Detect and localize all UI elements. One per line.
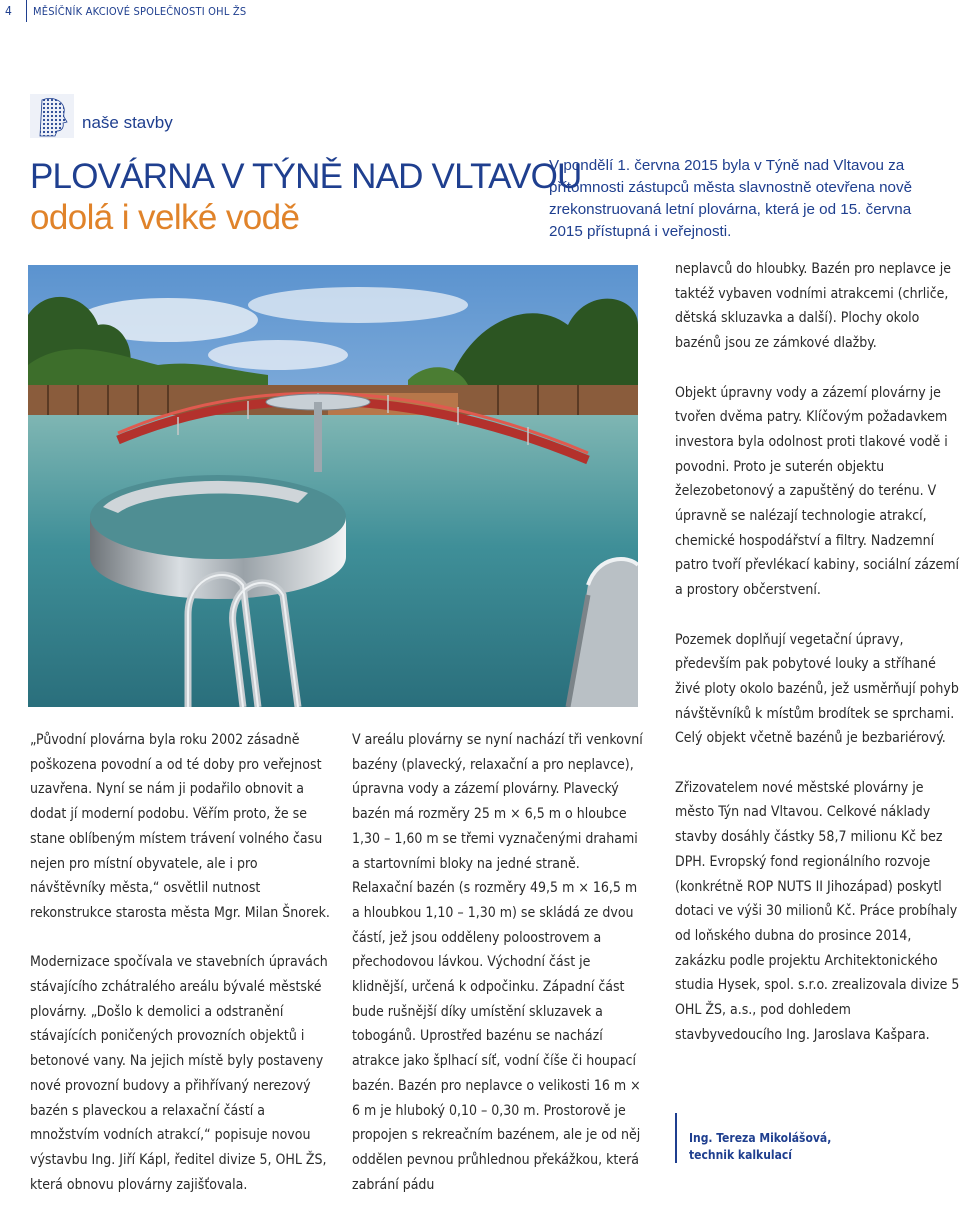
article-title: PLOVÁRNA V TÝNĚ NAD VLTAVOU <box>30 157 582 196</box>
author-divider <box>675 1113 677 1163</box>
body-paragraph: Zřizovatelem nové městské plovárny je město Týn nad Vltavou. Celkové náklady stavby dosáhly částky 58,7 milionu Kč bez DPH. Evropský fond regionálního rozvoje (konkrétně ROP NUTS II Jihozápad) poskytl dotaci ve výši 30 milionů Kč. Práce probíhaly od loňského dubna do prosince 2014, zakázku podle projektu Architektonického studia Hysek, spol. s.r.o. zrealizovala divize 5 OHL ŽS, a.s., pod dohledem stavbyvedoucího Ing. Jaroslava Kašpara. <box>675 779 960 1043</box>
right-column <box>675 257 960 1047</box>
body-paragraph: V areálu plovárny se nyní nachází tři venkovní bazény (plavecký, relaxační a pro neplavce), úpravna vody a zázemí plovárny. Plavecký bazén má rozměry 25 m × 6,5 m o hloubce 1,30 – 1,60 m se třemi vyznačenými drahami a startovními bloky na jedné straně. Relaxační bazén (s rozměry 49,5 m × 16,5 m a hloubkou 1,10 – 1,30 m) se skládá ze dvou částí, jež jsou odděleny poloostrovem a přechodovou lávkou. Východní část je klidnější, určená k odpočinku. Západní část bude rušnější díky umístění skluzavek a tobogánů. Uprostřed bazénu se nachází atrakce jako šplhací síť, vodní číše či houpací bazén. Bazén pro neplavce o velikosti 16 m × 6 m je hluboký 0,10 – 0,30 m. Prostorově je propojen s rekreačním bazénem, ale je od něj oddělen pevnou průhlednou překážkou, která zabrání pádu <box>352 732 643 1193</box>
ohl-zs-face-logo-icon <box>30 94 74 138</box>
author-credit <box>689 1130 831 1164</box>
body-paragraph: Objekt úpravny vody a zázemí plovárny je tvořen dvěma patry. Klíčovým požadavkem investora byla odolnost proti tlakové vodě i povodni. Proto je suterén objektu železobetonový a zapuštěný do terénu. V úpravně se nalézají technologie atrakcí, chemické hospodářství a filtry. Nadzemní patro tvoří převlékací kabiny, sociální zázemí a prostory občerstvení. <box>675 384 960 599</box>
page-number: 4 <box>5 4 12 18</box>
author-role: technik kalkulací <box>689 1148 792 1162</box>
header-divider <box>26 0 27 22</box>
section-label: naše stavby <box>82 113 173 132</box>
quote-paragraph: „Původní plovárna byla roku 2002 zásadně poškozena povodní a od té doby pro veřejnost uzavřena. Nyní se nám ji podařilo obnovit a dodat jí moderní podobu. Věřím proto, že se stane oblíbeným místem trávení volného času nejen pro místní obyvatele, ale i pro návštěvníky města,“ osvětlil nutnost rekonstrukce starosta města Mgr. Milan Šnorek. <box>30 732 330 921</box>
body-paragraph: Pozemek doplňují vegetační úpravy, především pak pobytové louky a stříhané živé ploty okolo bazénů, jež usměrňují pohyb návštěvníků k místům brodítek se sprchami. Celý objekt včetně bazénů je bezbariérový. <box>675 631 959 747</box>
lead-paragraph: V pondělí 1. června 2015 byla v Týně nad Vltavou za přítomnosti zástupců města slavnostně otevřena nově zrekonstruovaná letní plovárna, která je od 15. června 2015 přístupná i veřejnosti. <box>549 157 913 240</box>
left-column <box>30 728 332 1197</box>
publication-title: MĚSÍČNÍK AKCIOVÉ SPOLEČNOSTI OHL ŽS <box>33 5 247 18</box>
middle-column <box>352 728 644 1197</box>
body-paragraph: Modernizace spočívala ve stavebních úpravách stávajícího zchátralého areálu bývalé městské plovárny. „Došlo k demolici a odstranění stávajících poničených provozních objektů i betonové vany. Na jejich místě byly postaveny nové provozní budovy a přihřívaný nerezový bazén s plaveckou a relaxační částí a množstvím vodních atrakcí,“ popisuje novou výstavbu Ing. Jiří Kápl, ředitel divize 5, OHL ŽS, která obnovu plovárny zajišťovala. <box>30 954 328 1193</box>
body-paragraph: neplavců do hloubky. Bazén pro neplavce je taktéž vybaven vodními atrakcemi (chrliče, dětská skluzavka a další). Plochy okolo bazénů jsou ze zámkové dlažby. <box>675 261 952 352</box>
article-subtitle: odolá i velké vodě <box>30 198 300 237</box>
swimming-pool-photo <box>28 265 638 707</box>
author-name: Ing. Tereza Mikolášová, <box>689 1131 832 1145</box>
